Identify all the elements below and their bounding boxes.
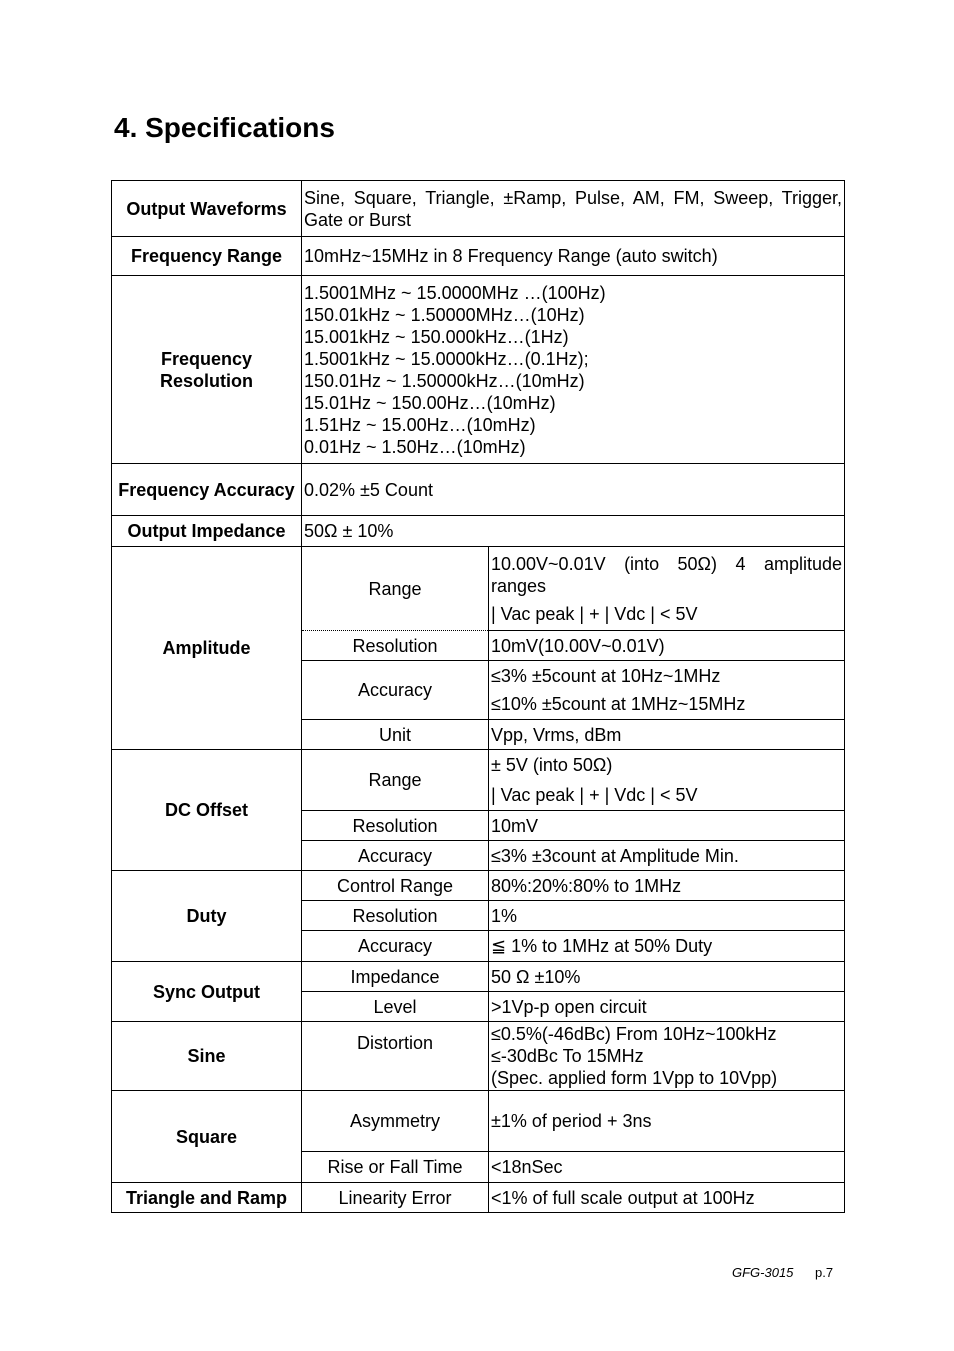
duty-control-range-label: Control Range — [302, 871, 489, 901]
dc-offset-label: DC Offset — [112, 750, 302, 871]
frequency-resolution-line: 150.01kHz ~ 1.50000MHz…(10Hz) — [304, 304, 585, 325]
table-row — [112, 1183, 845, 1213]
frequency-range-label: Frequency Range — [112, 237, 302, 276]
frequency-resolution-line: 1.5001kHz ~ 15.0000kHz…(0.1Hz); — [304, 348, 589, 369]
duty-label: Duty — [112, 871, 302, 962]
amplitude-accuracy-line: ≤3% ±5count at 10Hz~1MHz — [491, 666, 721, 686]
frequency-resolution-line: 15.001kHz ~ 150.000kHz…(1Hz) — [304, 326, 569, 347]
sync-level-value: >1Vp-p open circuit — [489, 992, 845, 1022]
frequency-resolution-line: 1.5001MHz ~ 15.0000MHz …(100Hz) — [304, 282, 606, 303]
amplitude-range-line: | Vac peak | + | Vdc | < 5V — [491, 603, 698, 624]
dc-offset-range-line: ± 5V (into 50Ω) — [491, 755, 613, 775]
output-impedance-value: 50Ω ± 10% — [302, 516, 845, 547]
frequency-resolution-value — [302, 276, 845, 464]
output-waveforms-value: Sine, Square, Triangle, ±Ramp, Pulse, AM, FM, Sweep, Trigger, Gate or Burst — [302, 181, 845, 237]
table-row — [112, 750, 845, 811]
table-row — [112, 464, 845, 516]
amplitude-range-value — [489, 547, 845, 631]
amplitude-range-line: 10.00V~0.01V (into 50Ω) 4 amplitude ranges — [491, 553, 842, 596]
square-label: Square — [112, 1091, 302, 1183]
output-impedance-label: Output Impedance — [112, 516, 302, 547]
amplitude-range-label: Range — [302, 547, 489, 631]
sine-label: Sine — [112, 1022, 302, 1091]
duty-accuracy-value: ≦ 1% to 1MHz at 50% Duty — [489, 931, 845, 962]
table-row — [112, 237, 845, 276]
frequency-resolution-label: Frequency Resolution — [112, 276, 302, 464]
frequency-resolution-line: 1.51Hz ~ 15.00Hz…(10mHz) — [304, 414, 536, 435]
page-title: 4. Specifications — [114, 112, 335, 143]
sine-distortion-line: ≤0.5%(-46dBc) From 10Hz~100kHz — [491, 1024, 777, 1044]
square-rise-fall-value: <18nSec — [489, 1152, 845, 1183]
sync-output-label: Sync Output — [112, 962, 302, 1022]
duty-resolution-value: 1% — [489, 901, 845, 931]
sine-distortion-line: ≤-30dBc To 15MHz — [491, 1046, 644, 1066]
amplitude-accuracy-value — [489, 661, 845, 720]
frequency-accuracy-value: 0.02% ±5 Count — [302, 464, 845, 516]
frequency-range-value: 10mHz~15MHz in 8 Frequency Range (auto switch) — [302, 237, 845, 276]
table-row — [112, 871, 845, 901]
dc-offset-accuracy-value: ≤3% ±3count at Amplitude Min. — [489, 841, 845, 871]
amplitude-accuracy-label: Accuracy — [302, 661, 489, 720]
specifications-table — [111, 180, 845, 1213]
duty-accuracy-label: Accuracy — [302, 931, 489, 962]
sync-level-label: Level — [302, 992, 489, 1022]
table-row — [112, 1091, 845, 1152]
page-footer — [732, 1265, 833, 1280]
linearity-error-label: Linearity Error — [302, 1183, 489, 1213]
amplitude-unit-label: Unit — [302, 720, 489, 750]
linearity-error-value: <1% of full scale output at 100Hz — [489, 1183, 845, 1213]
amplitude-resolution-label: Resolution — [302, 631, 489, 661]
amplitude-unit-value: Vpp, Vrms, dBm — [489, 720, 845, 750]
square-rise-fall-label: Rise or Fall Time — [302, 1152, 489, 1183]
duty-resolution-label: Resolution — [302, 901, 489, 931]
sine-distortion-value — [489, 1022, 845, 1091]
table-row — [112, 962, 845, 992]
dc-offset-range-value — [489, 750, 845, 811]
triangle-ramp-label: Triangle and Ramp — [112, 1183, 302, 1213]
sync-impedance-label: Impedance — [302, 962, 489, 992]
dc-offset-range-label: Range — [302, 750, 489, 811]
model-number: GFG-3015 — [732, 1265, 794, 1280]
amplitude-accuracy-line: ≤10% ±5count at 1MHz~15MHz — [491, 694, 746, 714]
page-number: p.7 — [815, 1265, 834, 1280]
sine-distortion-label: Distortion — [302, 1022, 489, 1091]
frequency-resolution-line: 0.01Hz ~ 1.50Hz…(10mHz) — [304, 436, 526, 457]
table-row — [112, 1022, 845, 1091]
output-waveforms-label: Output Waveforms — [112, 181, 302, 237]
amplitude-resolution-value: 10mV(10.00V~0.01V) — [489, 631, 845, 661]
dc-offset-range-line: | Vac peak | + | Vdc | < 5V — [491, 785, 698, 805]
square-asymmetry-label: Asymmetry — [302, 1091, 489, 1152]
sine-distortion-line: (Spec. applied form 1Vpp to 10Vpp) — [491, 1068, 778, 1088]
dc-offset-resolution-value: 10mV — [489, 811, 845, 841]
table-row — [112, 276, 845, 464]
amplitude-label: Amplitude — [112, 547, 302, 750]
dc-offset-resolution-label: Resolution — [302, 811, 489, 841]
table-row — [112, 547, 845, 631]
dc-offset-accuracy-label: Accuracy — [302, 841, 489, 871]
table-row — [112, 181, 845, 237]
table-row — [112, 516, 845, 547]
sync-impedance-value: 50 Ω ±10% — [489, 962, 845, 992]
frequency-resolution-line: 15.01Hz ~ 150.00Hz…(10mHz) — [304, 392, 556, 413]
frequency-resolution-line: 150.01Hz ~ 1.50000kHz…(10mHz) — [304, 370, 585, 391]
square-asymmetry-value: ±1% of period + 3ns — [489, 1091, 845, 1152]
duty-control-range-value: 80%:20%:80% to 1MHz — [489, 871, 845, 901]
frequency-accuracy-label: Frequency Accuracy — [112, 464, 302, 516]
